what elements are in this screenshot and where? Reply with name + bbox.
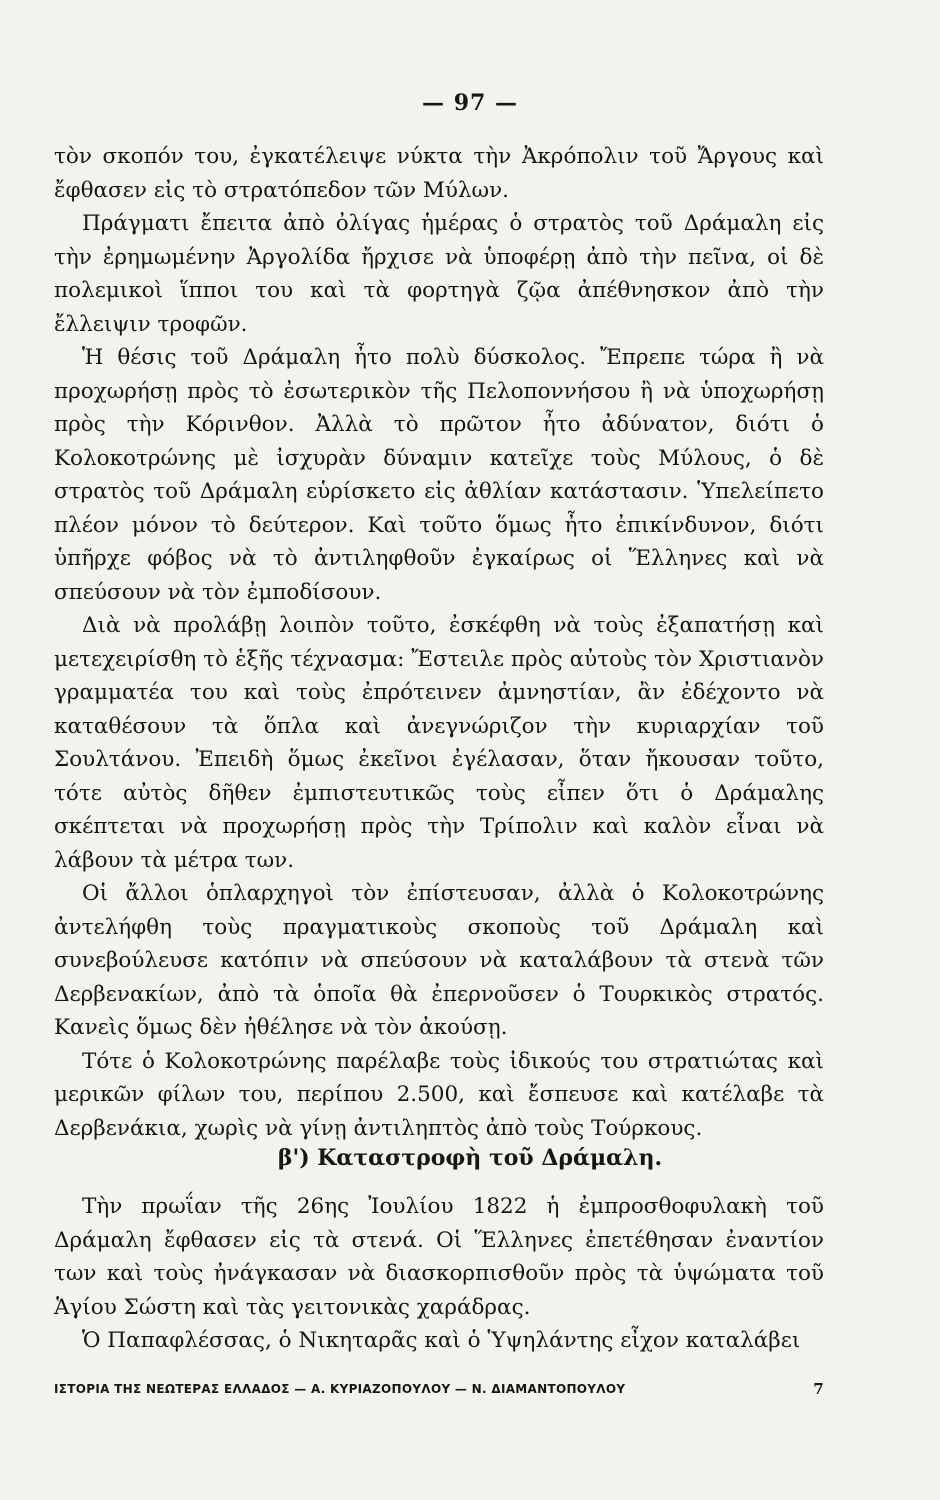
page-footer [54, 1382, 824, 1396]
main-text [54, 140, 824, 1145]
footer-running-title: ΙΣΤΟΡΙΑ ΤΗΣ ΝΕΩΤΕΡΑΣ ΕΛΛΑΔΟΣ — Α. ΚΥΡΙΑΖΟΠΟΥΛΟΥ — Ν. ΔΙΑΜΑΝΤΟΠΟΥΛΟΥ [54, 1382, 626, 1396]
paragraph-1: τὸν σκοπόν του, ἐγκατέλειψε νύκτα τὴν Ἀκρόπολιν τοῦ Ἄργους καὶ ἔφθασεν εἰς τὸ στρατόπεδον τῶν Μύλων. [54, 144, 824, 203]
paragraph-8: Ὁ Παπαφλέσσας, ὁ Νικηταρᾶς καὶ ὁ Ὑψηλάντης εἶχον καταλάβει [82, 1328, 801, 1353]
page-number: — 97 — [422, 90, 518, 116]
paragraph-7: Τὴν πρωΐαν τῆς 26ης Ἰουλίου 1822 ἡ ἐμπροσθοφυλακὴ τοῦ Δράμαλη ἔφθασεν εἰς τὰ στενά. Οἱ Ἕλληνες ἐπετέθησαν ἐναντίον των καὶ τοὺς ἠνάγκασαν νὰ διασκορπισθοῦν πρὸς τὰ ὑψώματα τοῦ Ἁγίου Σώστη καὶ τὰς γειτονικὰς χαράδρας. [54, 1194, 824, 1320]
paragraph-2: Πράγματι ἔπειτα ἀπὸ ὀλίγας ἡμέρας ὁ στρατὸς τοῦ Δράμαλη εἰς τὴν ἐρημωμένην Ἀργολίδα ἤρχισε νὰ ὑποφέρῃ ἀπὸ τὴν πεῖνα, οἱ δὲ πολεμικοὶ ἵπποι του καὶ τὰ φορτηγὰ ζῷα ἀπέθνησκον ἀπὸ τὴν ἔλλειψιν τροφῶν. [54, 211, 824, 337]
paragraph-5: Οἱ ἄλλοι ὁπλαρχηγοὶ τὸν ἐπίστευσαν, ἀλλὰ ὁ Κολοκοτρώνης ἀντελήφθη τοὺς πραγματικοὺς σκοποὺς τοῦ Δράμαλη καὶ συνεβούλευσε κατόπιν νὰ σπεύσουν νὰ καταλάβουν τὰ στενὰ τῶν Δερβενακίων, ἀπὸ τὰ ὁποῖα θὰ ἐπερνοῦσεν ὁ Τουρκικὸς στρατός. Κανεὶς ὅμως δὲν ἠθέλησε νὰ τὸν ἀκούσῃ. [54, 881, 824, 1040]
section-text [54, 1190, 824, 1358]
paragraph-3: Ἡ θέσις τοῦ Δράμαλη ἦτο πολὺ δύσκολος. Ἔπρεπε τώρα ἢ νὰ προχωρήσῃ πρὸς τὸ ἐσωτερικὸν τῆς Πελοποννήσου ἢ νὰ ὑποχωρήσῃ πρὸς τὴν Κόρινθον. Ἀλλὰ τὸ πρῶτον ἦτο ἀδύνατον, διότι ὁ Κολοκοτρώνης μὲ ἰσχυρὰν δύναμιν κατεῖχε τοὺς Μύλους, ὁ δὲ στρατὸς τοῦ Δράμαλη εὑρίσκετο εἰς ἀθλίαν κατάστασιν. Ὑπελείπετο πλέον μόνον τὸ δεύτερον. Καὶ τοῦτο ὅμως ἦτο ἐπικίνδυνον, διότι ὑπῆρχε φόβος νὰ τὸ ἀντιληφθοῦν ἐγκαίρως οἱ Ἕλληνες καὶ νὰ σπεύσουν νὰ τὸν ἐμποδίσουν. [54, 345, 824, 605]
section-heading: β') Καταστροφὴ τοῦ Δράμαλη. [277, 1145, 663, 1171]
signature-mark: 7 [813, 1380, 824, 1398]
paragraph-6: Τότε ὁ Κολοκοτρώνης παρέλαβε τοὺς ἰδικούς του στρατιώτας καὶ μερικῶν φίλων του, περίπου 2.500, καὶ ἔσπευσε καὶ κατέλαβε τὰ Δερβενάκια, χωρὶς νὰ γίνῃ ἀντιληπτὸς ἀπὸ τοὺς Τούρκους. [54, 1048, 824, 1141]
paragraph-4: Διὰ νὰ προλάβῃ λοιπὸν τοῦτο, ἐσκέφθη νὰ τοὺς ἐξαπατήσῃ καὶ μετεχειρίσθη τὸ ἑξῆς τέχνασμα: Ἔστειλε πρὸς αὐτοὺς τὸν Χριστιανὸν γραμματέα του καὶ τοὺς ἐπρότεινεν ἀμνηστίαν, ἂν ἐδέχοντο νὰ καταθέσουν τὰ ὅπλα καὶ ἀνεγνώριζον τὴν κυριαρχίαν τοῦ Σουλτάνου. Ἐπειδὴ ὅμως ἐκεῖνοι ἐγέλασαν, ὅταν ἤκουσαν τοῦτο, τότε αὐτὸς δῆθεν ἐμπιστευτικῶς τοὺς εἶπεν ὅτι ὁ Δράμαλης σκέπτεται νὰ προχωρήσῃ πρὸς τὴν Τρίπολιν καὶ καλὸν εἶναι νὰ λάβουν τὰ μέτρα των. [54, 613, 824, 873]
